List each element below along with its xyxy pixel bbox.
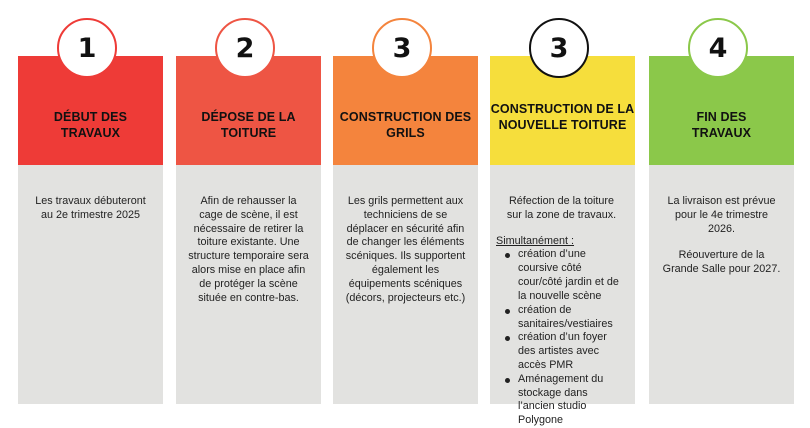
step-4-bullet-heading: Simultanément : xyxy=(496,234,575,247)
step-5-body xyxy=(649,165,794,404)
step-1-circle xyxy=(57,18,117,78)
step-2-body xyxy=(176,165,321,404)
step-4-title: CONSTRUCTION DE LA NOUVELLE TOITURE xyxy=(490,102,635,132)
step-2-circle xyxy=(215,18,275,78)
step-1-title: DÉBUT DES TRAVAUX xyxy=(53,110,128,140)
list-item: création de sanitaires/vestiaires xyxy=(496,304,627,332)
step-3-circle xyxy=(372,18,432,78)
step-2-text xyxy=(188,195,309,306)
step-5-text xyxy=(661,195,782,277)
list-item: création d’un foyer des artistes avec accès PMR xyxy=(496,331,627,372)
step-4-paragraph: Réfection de la toiture sur la zone de travaux. xyxy=(506,195,617,221)
step-2-paragraph: Afin de rehausser la cage de scène, il est nécessaire de retirer la toiture existante. Une structure temporaire sera alors mise en place afin de protéger la scène située en contre-bas. xyxy=(188,195,309,304)
list-item: Aménagement du stockage dans l’ancien studio Polygone xyxy=(496,373,627,428)
step-5 xyxy=(649,18,794,404)
step-4-circle xyxy=(529,18,589,78)
step-3-number: 3 xyxy=(392,32,412,64)
step-3-body xyxy=(333,165,478,404)
step-1-paragraph: Les travaux débuteront au 2e trimestre 2025 xyxy=(35,195,146,221)
list-item: création d’une coursive côté cour/côté jardin et de la nouvelle scène xyxy=(496,248,627,303)
spacer xyxy=(661,236,782,249)
step-3 xyxy=(333,18,478,404)
step-4-bullet-list xyxy=(496,248,627,428)
step-5-paragraph-2: Réouverture de la Grande Salle pour 2027. xyxy=(662,249,781,276)
step-2-number: 2 xyxy=(235,32,255,64)
timeline xyxy=(18,18,794,427)
step-3-title: CONSTRUCTION DES GRILS xyxy=(339,110,472,140)
step-3-text xyxy=(345,195,466,306)
step-1-text xyxy=(30,195,151,223)
step-5-title: FIN DES TRAVAUX xyxy=(691,110,752,140)
step-5-number: 4 xyxy=(708,32,728,64)
step-1-body xyxy=(18,165,163,404)
step-2-title: DÉPOSE DE LA TOITURE xyxy=(201,110,296,140)
step-4-text xyxy=(496,195,627,428)
step-5-circle xyxy=(688,18,748,78)
step-5-paragraph-1: La livraison est prévue pour le 4e trimestre 2026. xyxy=(667,195,776,235)
step-1-number: 1 xyxy=(77,32,97,64)
step-1 xyxy=(18,18,163,404)
step-2 xyxy=(176,18,321,404)
step-4-body xyxy=(490,165,635,427)
step-4-number: 3 xyxy=(549,32,569,64)
step-4 xyxy=(490,18,635,427)
step-3-paragraph: Les grils permettent aux techniciens de se déplacer en sécurité afin de changer les éléments scéniques. Ils supportent également les équipements scéniques (décors, projecteurs etc.) xyxy=(345,195,466,304)
